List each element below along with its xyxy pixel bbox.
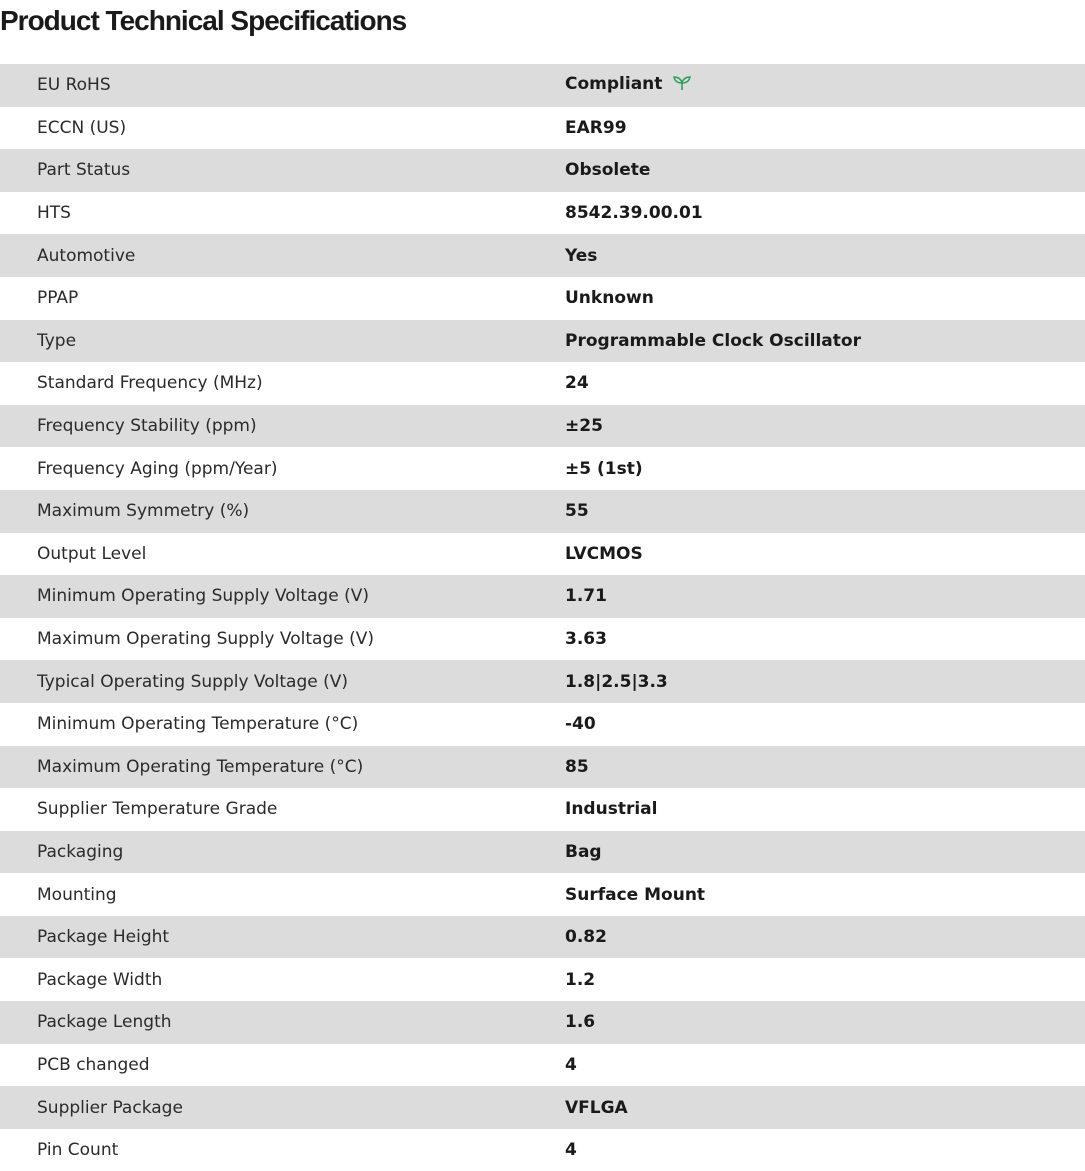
spec-value-cell [565, 362, 1085, 405]
spec-value: EAR99 [565, 117, 627, 138]
spec-value: 8542.39.00.01 [565, 203, 703, 224]
spec-value: 55 [565, 501, 589, 522]
spec-row [0, 192, 1085, 235]
spec-label: PCB changed [37, 1054, 150, 1075]
spec-label: Type [37, 330, 77, 351]
spec-row [0, 362, 1085, 405]
spec-value: 1.6 [565, 1012, 596, 1033]
spec-row [0, 64, 1085, 107]
spec-value: Yes [565, 245, 598, 266]
spec-value: -40 [565, 714, 596, 735]
spec-value: Programmable Clock Oscillator [565, 330, 861, 351]
spec-label: EU RoHS [37, 75, 111, 96]
spec-value: 3.63 [565, 629, 607, 650]
leaf-icon [672, 75, 692, 96]
specifications-table-body [0, 64, 1085, 1171]
spec-label: Package Height [37, 927, 170, 948]
spec-value-cell [565, 192, 1085, 235]
spec-value-cell [565, 788, 1085, 831]
spec-row [0, 958, 1085, 1001]
spec-value: Industrial [565, 799, 658, 820]
spec-value: LVCMOS [565, 543, 643, 564]
spec-label: ECCN (US) [37, 117, 127, 138]
spec-value: 4 [565, 1054, 577, 1075]
spec-value: 4 [565, 1140, 577, 1161]
spec-label: Packaging [37, 841, 124, 862]
spec-label: Maximum Symmetry (%) [37, 501, 250, 522]
spec-row [0, 618, 1085, 661]
spec-value: Obsolete [565, 160, 651, 181]
spec-label: Typical Operating Supply Voltage (V) [37, 671, 348, 692]
spec-value-cell [565, 703, 1085, 746]
spec-value-cell [565, 277, 1085, 320]
spec-value-cell [565, 405, 1085, 448]
spec-value: 1.8|2.5|3.3 [565, 671, 668, 692]
spec-value: Unknown [565, 288, 654, 309]
spec-label: Supplier Package [37, 1097, 183, 1118]
spec-label: Mounting [37, 884, 117, 905]
specifications-table [0, 64, 1085, 1171]
spec-label: Minimum Operating Supply Voltage (V) [37, 586, 369, 607]
spec-value: 1.71 [565, 586, 607, 607]
spec-value-cell [565, 64, 1085, 107]
spec-row [0, 831, 1085, 874]
spec-label: Part Status [37, 160, 131, 181]
spec-value: 1.2 [565, 969, 596, 990]
spec-value-cell [565, 1086, 1085, 1129]
spec-label: PPAP [37, 288, 79, 309]
spec-label: Standard Frequency (MHz) [37, 373, 263, 394]
spec-value-cell [565, 831, 1085, 874]
spec-value-cell [565, 916, 1085, 959]
spec-row [0, 234, 1085, 277]
spec-row [0, 660, 1085, 703]
spec-row [0, 703, 1085, 746]
spec-value-cell [565, 958, 1085, 1001]
spec-value: ±5 (1st) [565, 458, 643, 479]
spec-row [0, 490, 1085, 533]
spec-value-cell [565, 660, 1085, 703]
spec-row [0, 916, 1085, 959]
spec-row [0, 1001, 1085, 1044]
spec-value-cell [565, 575, 1085, 618]
spec-label: Minimum Operating Temperature (°C) [37, 714, 359, 735]
spec-value-cell [565, 447, 1085, 490]
spec-label: Package Width [37, 969, 163, 990]
spec-row [0, 107, 1085, 150]
spec-row [0, 1086, 1085, 1129]
spec-row [0, 320, 1085, 363]
spec-row [0, 149, 1085, 192]
spec-value: VFLGA [565, 1097, 628, 1118]
spec-value-cell [565, 1001, 1085, 1044]
spec-value: ±25 [565, 416, 603, 437]
spec-value: Compliant [565, 74, 663, 95]
spec-value-cell [565, 533, 1085, 576]
spec-label: Pin Count [37, 1140, 119, 1161]
spec-row [0, 405, 1085, 448]
spec-value-cell [565, 490, 1085, 533]
spec-label: Supplier Temperature Grade [37, 799, 278, 820]
spec-value-cell [565, 234, 1085, 277]
spec-row [0, 873, 1085, 916]
spec-row [0, 788, 1085, 831]
spec-value: 24 [565, 373, 589, 394]
spec-label: Maximum Operating Supply Voltage (V) [37, 629, 374, 650]
spec-value: Surface Mount [565, 884, 706, 905]
spec-row [0, 746, 1085, 789]
spec-value: 0.82 [565, 927, 607, 948]
spec-row [0, 1044, 1085, 1087]
spec-label: Automotive [37, 245, 136, 266]
spec-row [0, 533, 1085, 576]
spec-value-cell [565, 320, 1085, 363]
spec-value-cell [565, 618, 1085, 661]
spec-row [0, 447, 1085, 490]
spec-label: HTS [37, 203, 71, 224]
spec-label: Maximum Operating Temperature (°C) [37, 756, 364, 777]
spec-value: Bag [565, 841, 602, 862]
spec-label: Frequency Stability (ppm) [37, 416, 257, 437]
spec-label: Frequency Aging (ppm/Year) [37, 458, 278, 479]
spec-value-cell [565, 1044, 1085, 1087]
spec-row [0, 575, 1085, 618]
spec-label: Output Level [37, 543, 147, 564]
spec-value-cell [565, 873, 1085, 916]
page-title: Product Technical Specifications [0, 5, 407, 36]
spec-value-cell [565, 107, 1085, 150]
spec-value-cell [565, 746, 1085, 789]
spec-value-cell [565, 149, 1085, 192]
spec-label: Package Length [37, 1012, 172, 1033]
spec-row [0, 277, 1085, 320]
spec-value: 85 [565, 756, 589, 777]
